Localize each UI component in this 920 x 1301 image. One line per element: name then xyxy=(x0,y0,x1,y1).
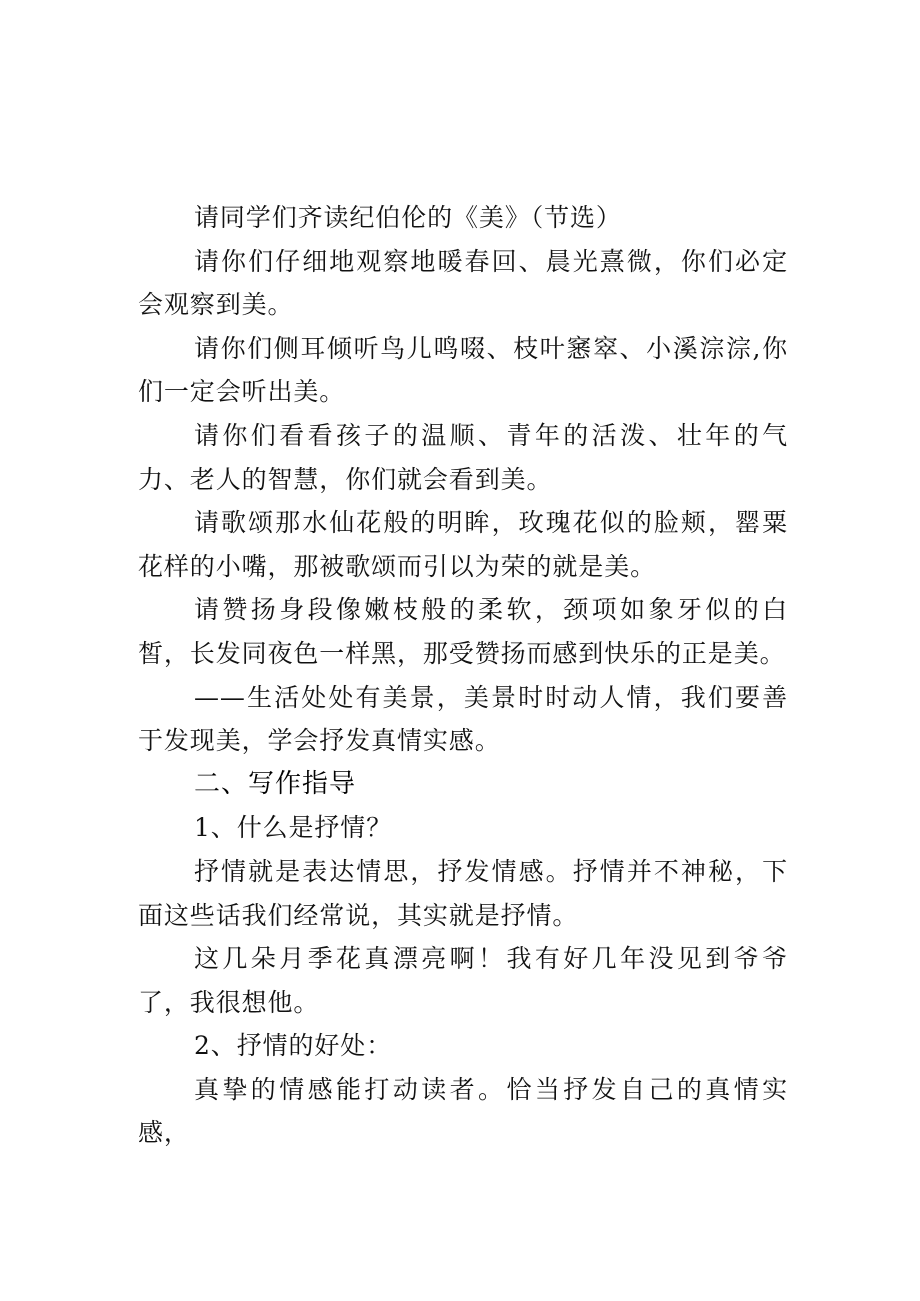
paragraph-reading-intro: 请同学们齐读纪伯伦的《美》（节选） xyxy=(194,203,622,232)
question-what-is-lyric: 1、什么是抒情？ xyxy=(194,813,393,843)
paragraph-summary: ——生活处处有美景，美景时时动人情，我们要善于发现美，学会抒发真情实感。 xyxy=(138,682,788,756)
paragraph-observe-beauty: 请你们仔细地观察地暖春回、晨光熹微，你们必定会观察到美。 xyxy=(138,246,788,320)
paragraph-praise-flowers: 请歌颂那水仙花般的明眸，玫瑰花似的脸颊，罂粟花样的小嘴，那被歌颂而引以为荣的就是美。 xyxy=(138,508,788,581)
paragraph-lyric-benefits: 真挚的情感能打动读者。恰当抒发自己的真情实感， xyxy=(138,1074,788,1148)
paragraph-listen-beauty: 请你们侧耳倾听鸟儿鸣啜、枝叶窸窣、小溪淙淙,你们一定会听出美。 xyxy=(138,333,788,407)
document-body xyxy=(138,196,788,1155)
question-lyric-benefits: 2、抒情的好处： xyxy=(194,1031,393,1061)
paragraph-lyric-definition: 抒情就是表达情思，抒发情感。抒情并不神秘，下面这些话我们经常说，其实就是抒情。 xyxy=(138,856,788,930)
paragraph-praise-figure: 请赞扬身段像嫩枝般的柔软，颈项如象牙似的白皙，长发同夜色一样黑，那受赞扬而感到快乐的正是美。 xyxy=(138,595,788,668)
paragraph-see-beauty: 请你们看看孩子的温顺、青年的活泼、壮年的气力、老人的智慧，你们就会看到美。 xyxy=(138,420,788,494)
paragraph-lyric-examples: 这几朵月季花真漂亮啊！我有好几年没见到爷爷了，我很想他。 xyxy=(138,944,788,1017)
section-heading: 二、写作指导 xyxy=(194,768,357,799)
